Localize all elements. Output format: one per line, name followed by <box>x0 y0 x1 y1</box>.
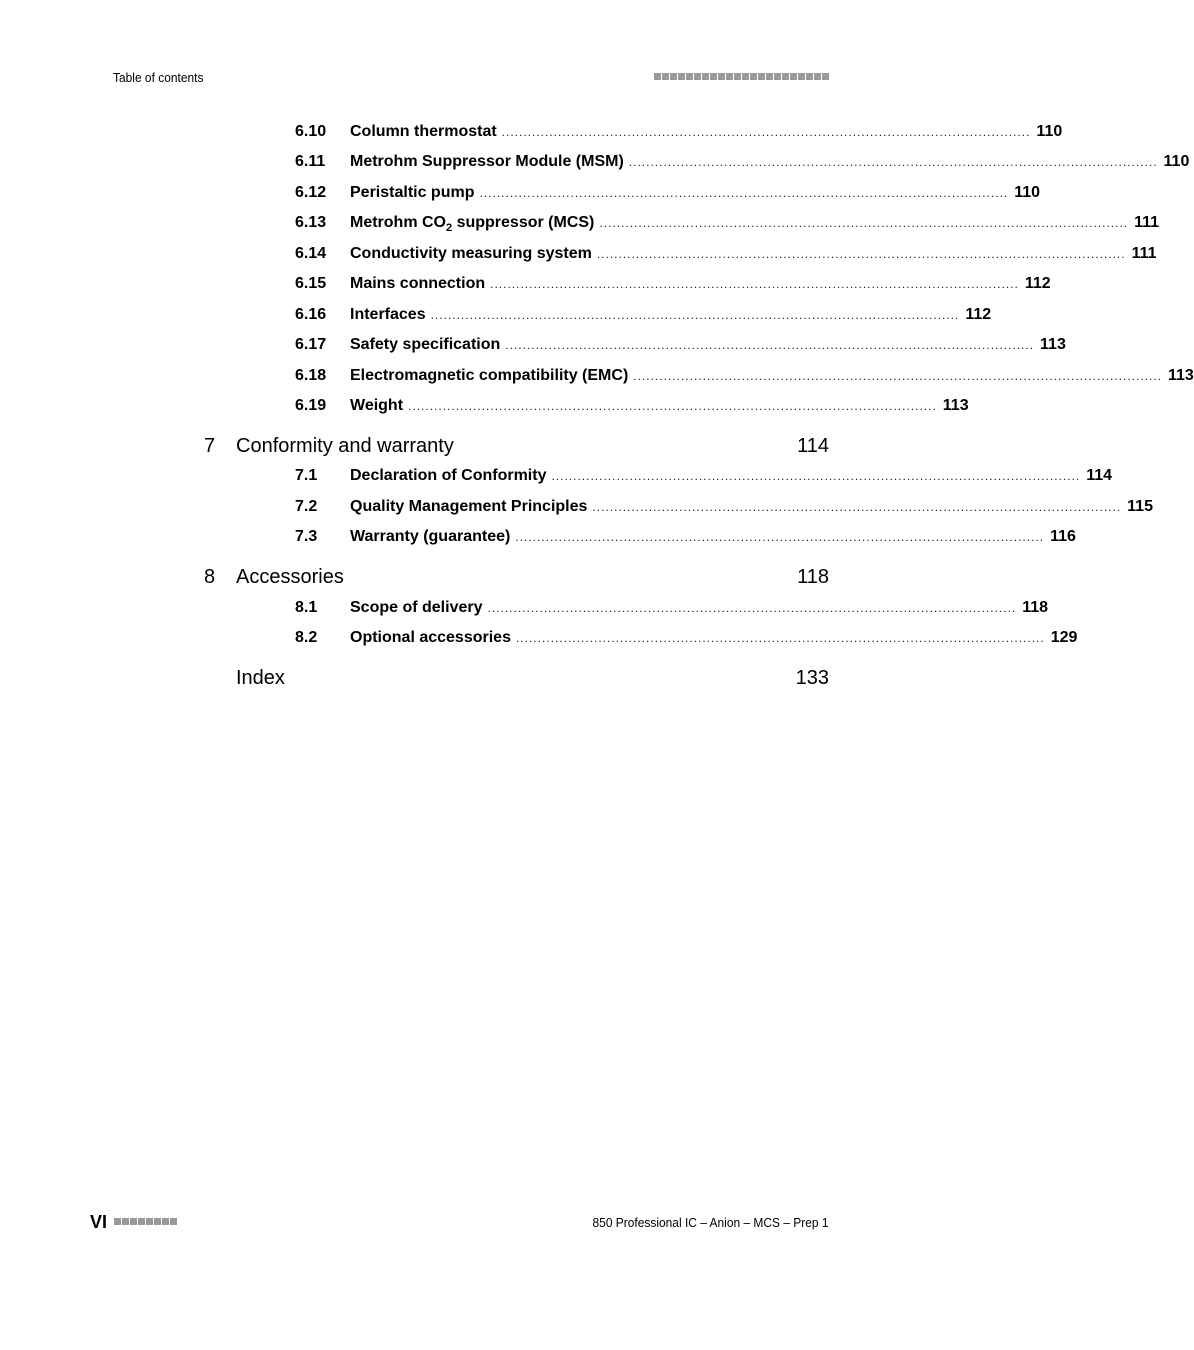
toc-leader-dots: .......................................................................................................................... <box>501 125 1031 139</box>
toc-entry-6-19[interactable] <box>295 395 969 417</box>
toc-entry-page: 118 <box>1022 599 1049 616</box>
footer-decoration-squares <box>114 1218 177 1225</box>
toc-entry-title: Column thermostat <box>350 123 497 140</box>
toc-entry-number: 7.3 <box>295 528 318 545</box>
toc-chapter-8[interactable] <box>204 564 829 590</box>
toc-entry-page: 115 <box>1127 498 1153 515</box>
toc-entry-number: 6.14 <box>295 245 327 262</box>
toc-entry-number: 6.19 <box>295 397 327 414</box>
toc-entry-page: 112 <box>1024 275 1051 292</box>
running-header-label: Table of contents <box>113 70 204 85</box>
toc-entry-title: Quality Management Principles <box>350 498 588 515</box>
toc-entry-number: 6.15 <box>295 275 327 292</box>
toc-entry-title: Interfaces <box>350 306 426 323</box>
toc-leader-dots: .......................................................................................................................... <box>490 277 1019 291</box>
toc-leader-dots: .......................................................................................................................... <box>479 186 1009 200</box>
toc-title-part: Metrohm CO <box>350 214 446 231</box>
toc-leader-dots: .......................................................................................................................... <box>408 399 937 413</box>
toc-entry-page: 111 <box>1131 245 1157 262</box>
toc-entry-title: Optional accessories <box>350 629 511 646</box>
toc-entry-number: 6.12 <box>295 184 327 201</box>
toc-entry-6-14[interactable] <box>295 243 1157 265</box>
toc-entry-title: Mains connection <box>350 275 486 292</box>
toc-leader-dots: .......................................................................................................................... <box>551 469 1081 483</box>
document-title: 850 Professional IC – Anion – MCS – Prep 1 <box>592 1215 829 1230</box>
toc-chapter-title: Accessories <box>236 566 344 588</box>
toc-entry-6-17[interactable] <box>295 334 1066 356</box>
toc-entry-page: 112 <box>965 306 992 323</box>
toc-entry-number: 6.18 <box>295 367 327 384</box>
page-number: VI <box>90 1212 108 1232</box>
toc-leader-dots: .......................................................................................................................... <box>628 155 1158 169</box>
toc-entry-number: 8.2 <box>295 629 318 646</box>
toc-entry-title <box>350 212 599 234</box>
toc-leader-dots: .......................................................................................................................... <box>596 247 1126 261</box>
toc-title-subscript: 2 <box>446 222 453 234</box>
toc-entry-page: 113 <box>942 397 969 414</box>
toc-leader-dots: .......................................................................................................................... <box>599 216 1129 230</box>
toc-entry-number: 7.2 <box>295 498 318 515</box>
toc-entry-page: 110 <box>1163 153 1190 170</box>
toc-chapter-page: 114 <box>797 435 829 457</box>
toc-entry-page: 113 <box>1168 367 1194 384</box>
toc-entry-page: 116 <box>1050 528 1076 545</box>
toc-leader-dots: .......................................................................................................................... <box>430 308 960 322</box>
toc-chapter-title: Conformity and warranty <box>236 435 454 457</box>
toc-index[interactable] <box>204 665 829 691</box>
toc-entry-6-13[interactable] <box>295 212 1160 234</box>
toc-title-part: suppressor (MCS) <box>452 214 595 231</box>
toc-leader-dots: .......................................................................................................................... <box>633 369 1163 383</box>
toc-entry-6-16[interactable] <box>295 304 992 326</box>
toc-entry-title: Warranty (guarantee) <box>350 528 511 545</box>
toc-entry-number: 8.1 <box>295 599 318 616</box>
toc-entry-page: 114 <box>1086 467 1113 484</box>
toc-leader-dots: .......................................................................................................................... <box>505 338 1035 352</box>
toc-index-page: 133 <box>795 667 829 689</box>
toc-entry-6-18[interactable] <box>295 365 1194 387</box>
toc-entry-title: Conductivity measuring system <box>350 245 592 262</box>
toc-entry-8-1[interactable] <box>295 597 1049 619</box>
toc-index-title: Index <box>236 667 285 689</box>
toc-entry-number: 7.1 <box>295 467 318 484</box>
toc-entry-7-2[interactable] <box>295 496 1153 518</box>
toc-entry-number: 6.11 <box>295 153 326 170</box>
toc-entry-6-10[interactable] <box>295 121 1063 143</box>
toc-entry-number: 6.17 <box>295 336 327 353</box>
toc-leader-dots: .......................................................................................................................... <box>515 530 1045 544</box>
toc-entry-title: Safety specification <box>350 336 501 353</box>
toc-entry-title: Weight <box>350 397 404 414</box>
toc-entry-page: 110 <box>1014 184 1041 201</box>
toc-chapter-7[interactable] <box>204 433 829 459</box>
header-decoration-squares <box>654 73 829 80</box>
toc-entry-page: 113 <box>1040 336 1066 353</box>
toc-entry-6-15[interactable] <box>295 273 1051 295</box>
toc-entry-number: 6.10 <box>295 123 327 140</box>
toc-entry-title: Peristaltic pump <box>350 184 475 201</box>
toc-entry-6-12[interactable] <box>295 182 1041 204</box>
toc-entry-number: 6.13 <box>295 214 327 231</box>
toc-entry-7-3[interactable] <box>295 526 1076 548</box>
toc-leader-dots: .......................................................................................................................... <box>592 500 1122 514</box>
toc-entry-page: 110 <box>1036 123 1063 140</box>
toc-entry-6-11[interactable] <box>295 151 1190 173</box>
toc-entry-number: 6.16 <box>295 306 327 323</box>
toc-chapter-number: 7 <box>204 435 216 457</box>
toc-entry-8-2[interactable] <box>295 627 1078 649</box>
toc-leader-dots: .......................................................................................................................... <box>515 631 1045 645</box>
toc-chapter-number: 8 <box>204 566 216 588</box>
toc-entry-title: Scope of delivery <box>350 599 483 616</box>
toc-chapter-page: 118 <box>797 566 829 588</box>
toc-entry-title: Metrohm Suppressor Module (MSM) <box>350 153 624 170</box>
toc-entry-title: Electromagnetic compatibility (EMC) <box>350 367 629 384</box>
toc-leader-dots: .......................................................................................................................... <box>487 601 1017 615</box>
toc-entry-page: 111 <box>1134 214 1160 231</box>
toc-entry-7-1[interactable] <box>295 465 1113 487</box>
toc-entry-page: 129 <box>1050 629 1078 646</box>
toc-entry-title: Declaration of Conformity <box>350 467 547 484</box>
